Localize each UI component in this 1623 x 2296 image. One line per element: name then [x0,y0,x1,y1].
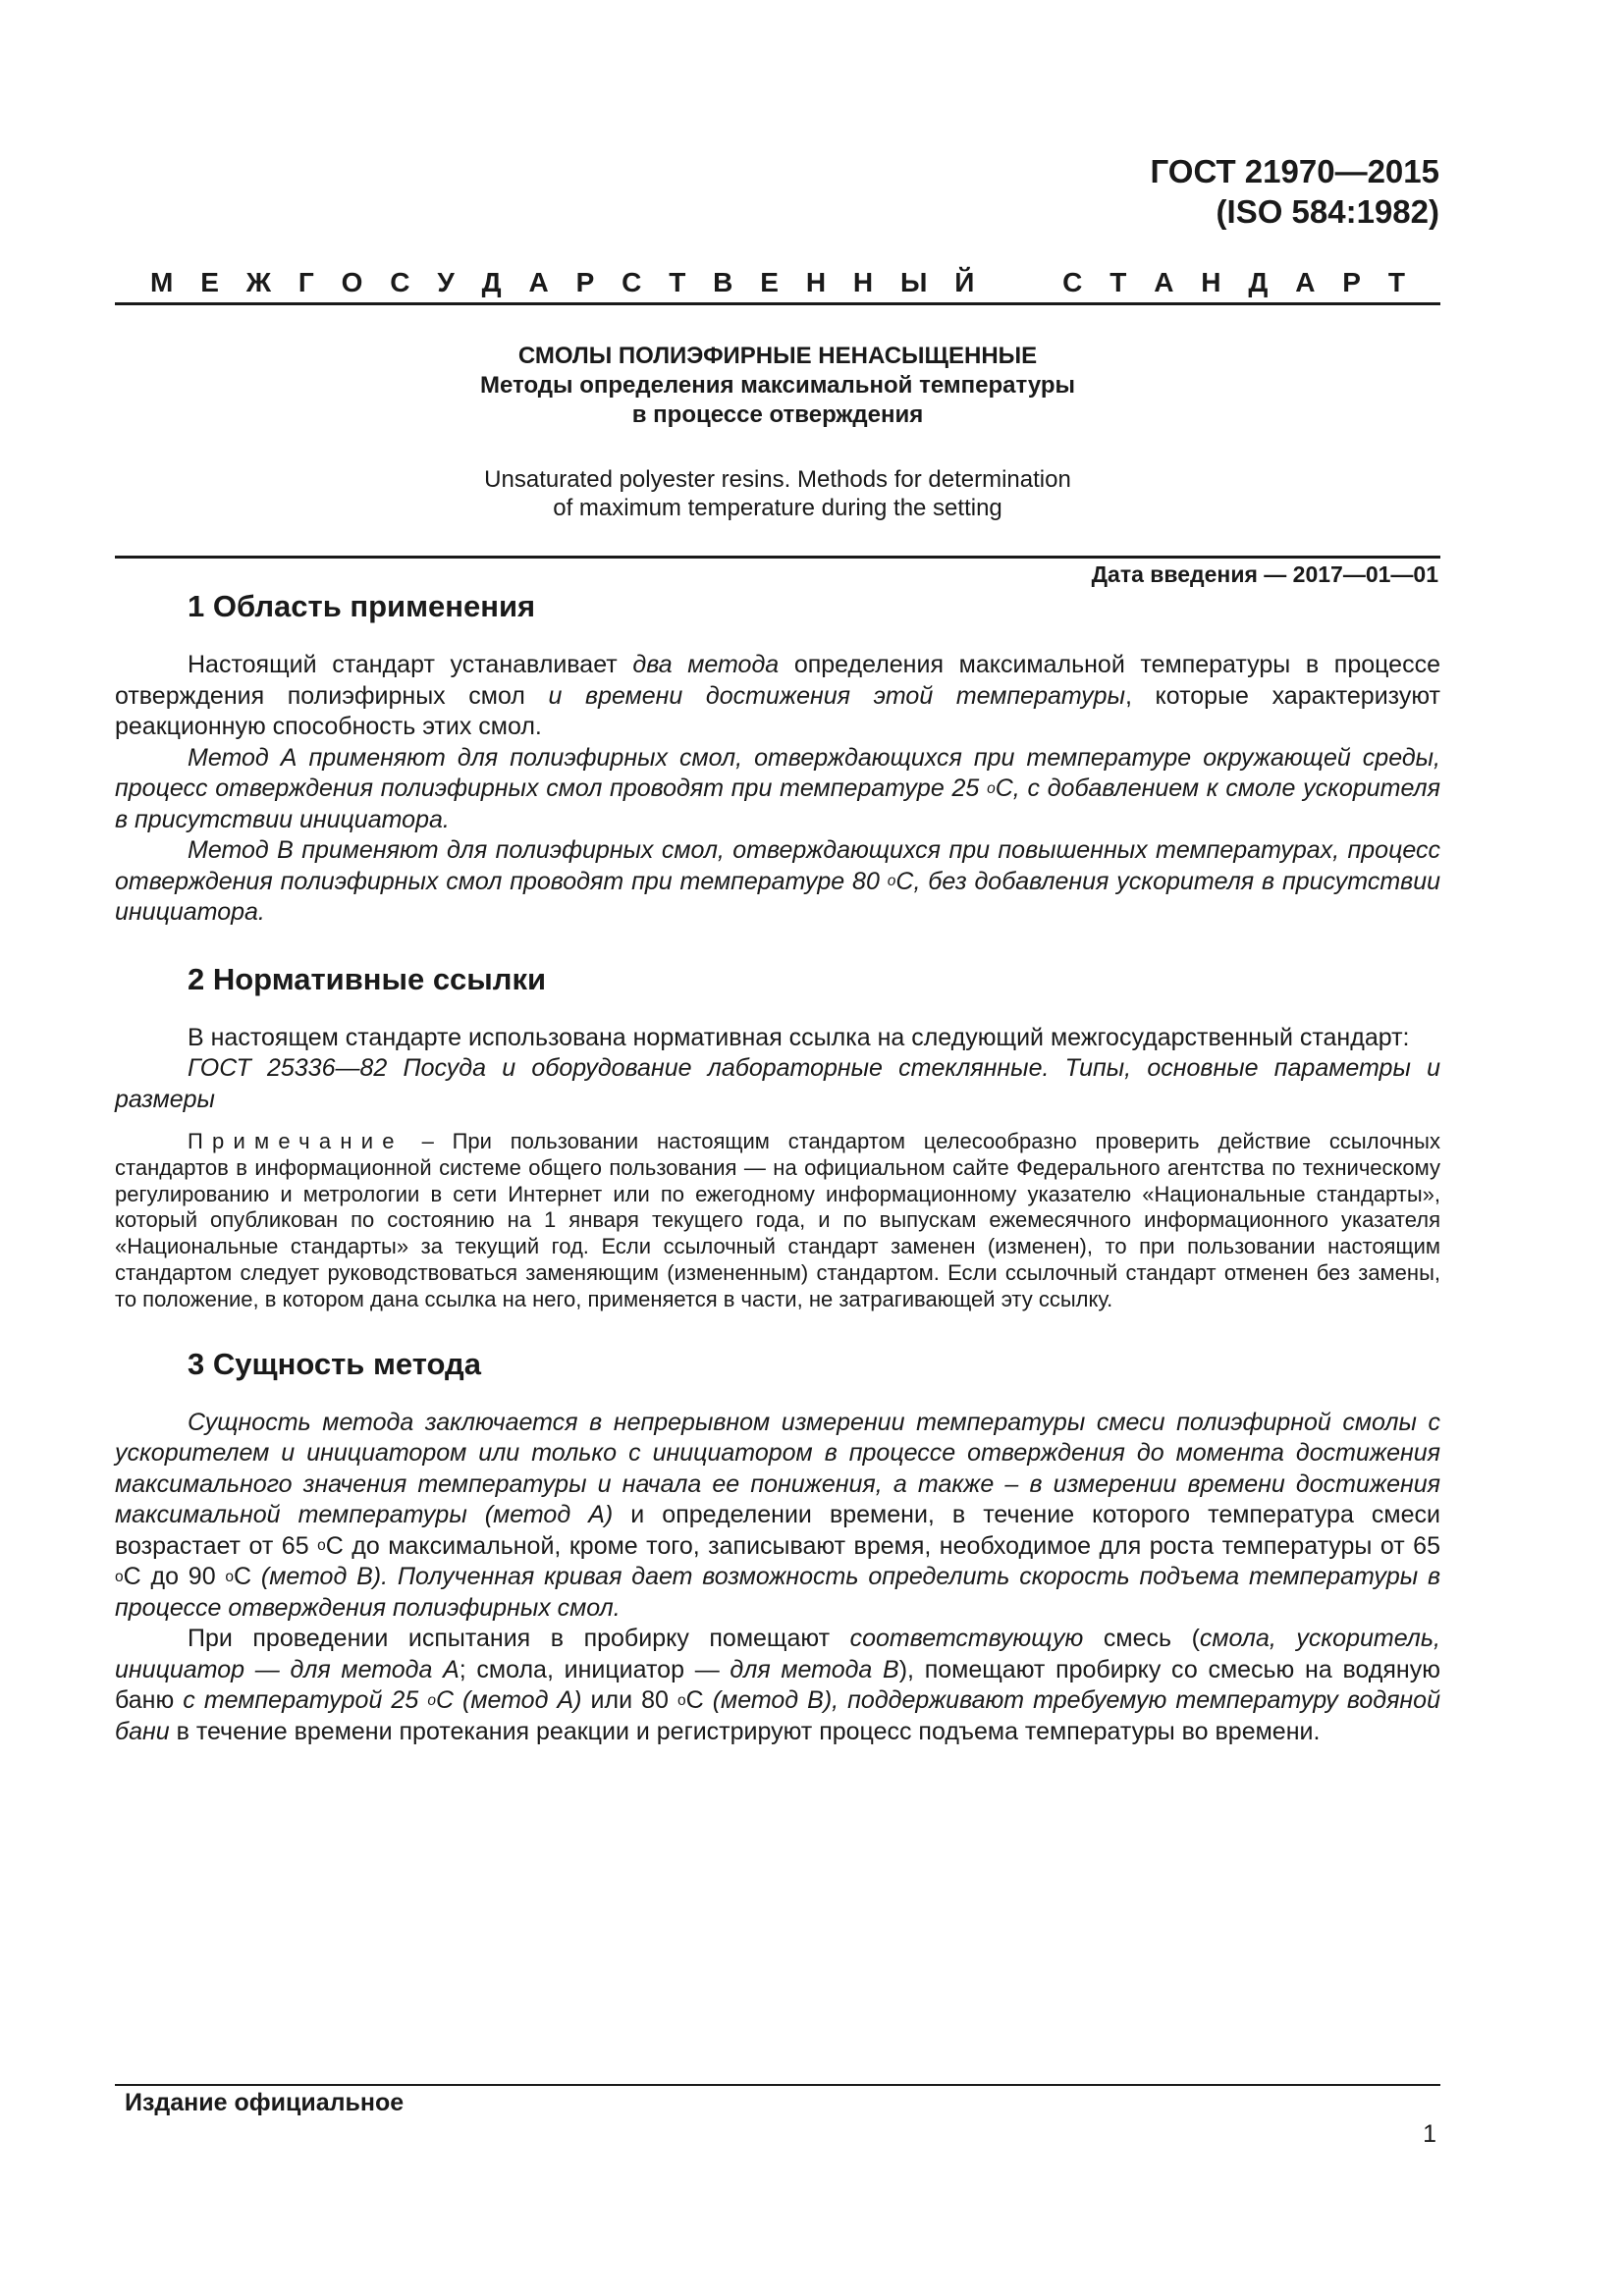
degree-sign: о [676,1691,686,1709]
banner-letter: Т [1387,267,1405,297]
italic-run: для метода В [730,1655,899,1683]
section-heading: 2 Нормативные ссылки [188,961,547,996]
text-run: С до максимальной, кроме того, записывают время, необходимое для роста температуры от 65 [325,1531,1440,1560]
italic-run: смола, ускоритель, инициатор — для метода А [115,1625,1440,1683]
title-en-line: Unsaturated polyester resins. Methods for determination [484,466,1071,493]
italic-run: соответствующую [849,1625,1084,1653]
banner-letter: Т [669,267,686,297]
degree-sign: о [115,1568,124,1585]
text-run: ; смола, инициатор — [459,1655,730,1683]
degree-sign: о [987,779,996,797]
text-run: , которые характеризуют реакционную способность этих смол. [115,681,1440,740]
degree-sign: о [427,1691,436,1709]
document-title-en [115,465,1440,522]
italic-run: Сущность метода заключается в непрерывном измерении температуры смеси полиэфирной смолы с ускорителем и инициатором или только с инициатором в процессе отверждения до момента достижения максимального значения температуры и начала ее понижения, а также – в измерении времени достижения максимальной температуры (метод А) [115,1408,1440,1529]
text-run: С [685,1686,713,1715]
introduction-date: Дата введения — 2017—01—01 [1091,561,1438,587]
paragraph [115,1408,1440,1625]
title-en-line: of maximum temperature during the setting [553,495,1002,521]
banner-letter: Н [1201,267,1221,297]
document-title-ru [115,342,1440,430]
banner-letter: Н [852,267,874,297]
text-run: С, с добавлением к смоле ускорителя в присутствии инициатора. [115,774,1440,833]
banner-letter: Д [481,267,502,297]
banner-letter: Н [805,267,827,297]
paragraph [115,1624,1440,1747]
page-number: 1 [1423,2120,1436,2148]
note-label: Примечание [188,1129,404,1153]
banner-letter: А [1295,267,1316,297]
text-run: Метод В применяют для полиэфирных смол, отверждающихся при повышенных температурах, процесс отверждения полиэфирных смол проводят при температуре 80 [115,836,1440,895]
standard-number: ГОСТ 21970—2015 [1150,153,1439,189]
section-method-essence [115,1345,1440,1748]
banner-letter: Г [298,267,314,297]
italic-run: (метод В), поддерживают требуемую температуру водяной бани [115,1686,1440,1745]
text-run: определения максимальной температуры в процессе отверждения полиэфирных смол [115,651,1440,710]
iso-equivalent: (ISO 584:1982) [1216,193,1439,230]
italic-run [115,744,1440,833]
text-run: с температурой 25 [183,1686,428,1715]
banner-letter: Е [200,267,219,297]
banner-letter: М [150,267,174,297]
banner-letter: А [1154,267,1174,297]
interstate-standard-banner [115,263,1440,302]
italic-run: два метода [632,651,780,678]
banner-letter: Е [760,267,779,297]
paragraph [115,743,1440,836]
note-text: – При пользовании настоящим стандартом целесообразно проверить действие ссылочных стандартов в информационной системе общего пользования — на официальном сайте Федерального агентства по техническому регулированию и метрологии в сети Интернет или по ежегодному информационному указателю «Национальные стандарты», который опубликован по состоянию на 1 января текущего года, и по выпускам ежемесячного информационного указателя «Национальные стандарты» за текущий год. Если ссылочный стандарт заменен (изменен), то при пользовании настоящим стандартом следует руководствоваться заменяющим (измененным) стандартом. Если ссылочный стандарт отменен без замены, то положение, в котором дана ссылка на него, применяется в части, не затрагивающей эту ссылку. [115,1129,1440,1311]
text-run: в течение времени протекания реакции и регистрируют процесс подъема температуры во времени. [169,1717,1321,1745]
standard-designation [1151,151,1439,232]
degree-sign: о [887,873,896,890]
text-run: С, без добавления ускорителя в присутствии инициатора. [115,867,1441,926]
degree-sign: о [317,1537,326,1555]
text-run: С [234,1563,261,1591]
banner-letter: Ж [245,267,272,297]
paragraph: В настоящем стандарте использована нормативная ссылка на следующий межгосударственный стандарт: [188,1023,1410,1051]
text-run: Настоящий стандарт устанавливает [188,651,633,678]
text-run: и определении времени, в течение которого температура смеси возрастает от 65 [115,1501,1440,1560]
document-body [115,587,1440,1779]
banner-letter: С [390,267,410,297]
degree-sign: о [225,1568,235,1585]
text-run: ), помещают пробирку со смесью на водяную баню [115,1655,1440,1715]
banner-letter: У [437,267,455,297]
italic-run [183,1686,581,1714]
reference-entry: ГОСТ 25336—82 Посуда и оборудование лабораторные стеклянные. Типы, основные параметры и размеры [115,1054,1440,1113]
section-heading: 1 Область применения [188,589,536,623]
section-normative-references [115,960,1440,1313]
italic-run: и времени достижения этой температуры [548,681,1125,710]
banner-rule [115,302,1440,305]
title-ru-line: Методы определения максимальной температуры [479,372,1076,399]
banner-letter: Ы [900,267,928,297]
official-edition-label: Издание официальное [125,2089,405,2116]
title-ru-line: СМОЛЫ ПОЛИЭФИРНЫЕ НЕНАСЫЩЕННЫЕ [517,343,1038,369]
footer-rule [115,2084,1440,2086]
banner-letter: А [528,267,549,297]
paragraph [115,1053,1440,1115]
banner-letter: Р [1342,267,1361,297]
title-rule [115,556,1440,559]
text-run: При проведении испытания в пробирку помещают [188,1625,850,1653]
paragraph [115,650,1440,743]
text-run: С (метод А) [435,1686,582,1715]
banner-letter: Д [1248,267,1269,297]
note-paragraph [115,1129,1440,1313]
paragraph [115,835,1440,929]
banner-letter: Т [1109,267,1127,297]
banner-letter: Р [575,267,595,297]
title-ru-line: в процессе отверждения [631,401,924,428]
text-run: С до 90 [123,1563,226,1591]
italic-run: (метод В). Полученная кривая дает возможность определить скорость подъема температуры в процессе отверждения полиэфирных смол. [115,1563,1440,1622]
banner-letter: В [713,267,733,297]
italic-run [115,836,1440,926]
section-scope [115,587,1440,929]
banner-letter: С [1062,267,1083,297]
text-run: или 80 [581,1686,677,1715]
banner-letter: С [622,267,642,297]
text-run: Метод А применяют для полиэфирных смол, отверждающихся при температуре окружающей среды, процесс отверждения полиэфирных смол проводят при температуре 25 [115,743,1440,802]
text-run: смесь ( [1083,1625,1200,1653]
section-heading: 3 Сущность метода [188,1346,481,1381]
banner-letter: О [341,267,363,297]
banner-letter: Й [954,267,975,297]
